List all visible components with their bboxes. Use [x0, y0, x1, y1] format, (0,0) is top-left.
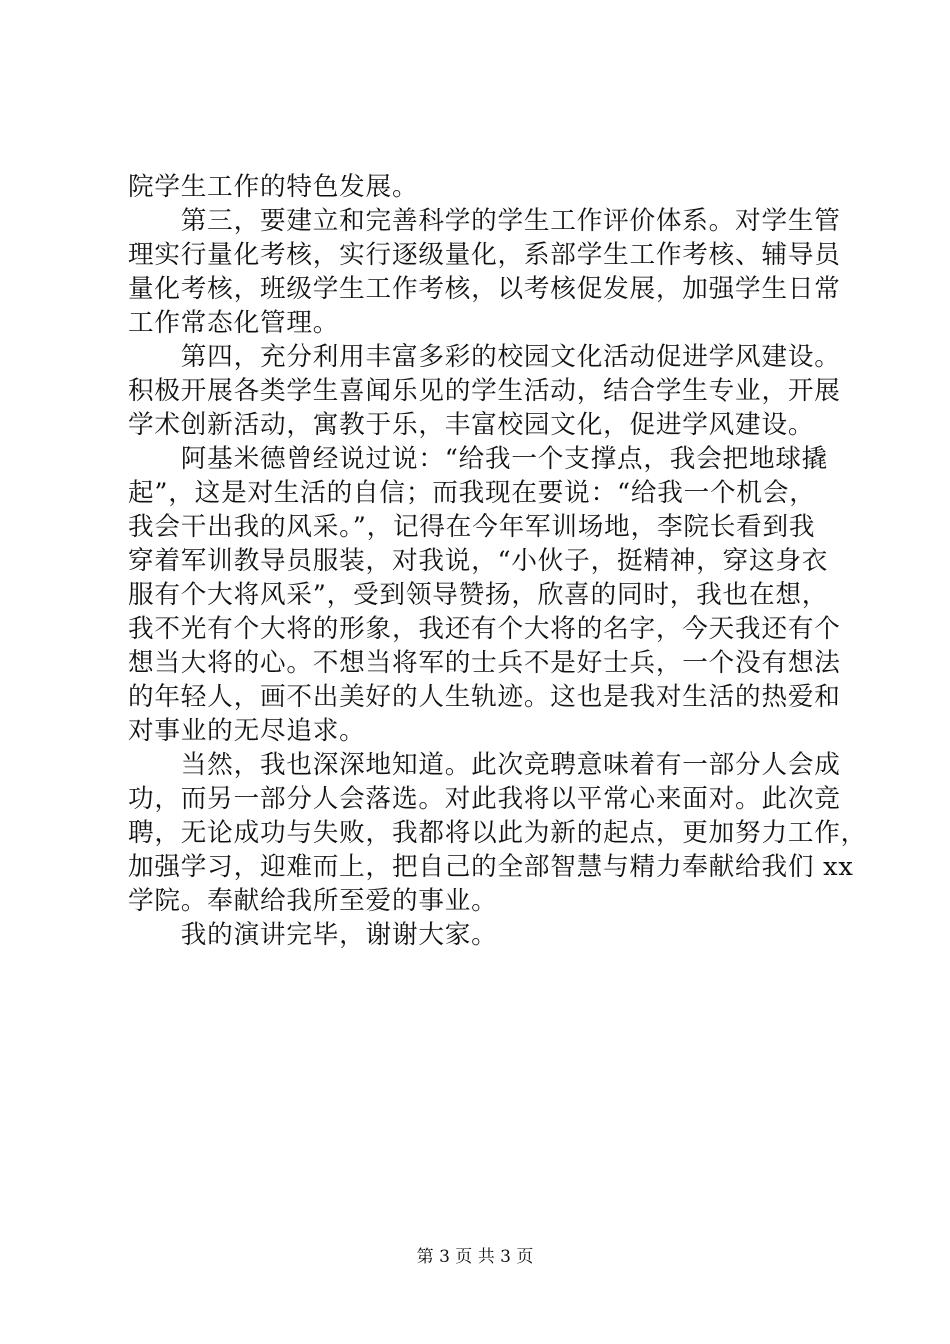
text-line: 我的演讲完毕，谢谢大家。 — [128, 920, 498, 950]
text-line: 院学生工作的特色发展。 — [128, 172, 419, 202]
text-line: 第三，要建立和完善科学的学生工作评价体系。对学生管 — [128, 206, 841, 236]
text-line: 功，而另一部分人会落选。对此我将以平常心来面对。此次竞 — [128, 784, 841, 814]
text-line: 学术创新活动，寓教于乐，丰富校园文化，促进学风建设。 — [128, 410, 815, 440]
text-line: 的年轻人，画不出美好的人生轨迹。这也是我对生活的热爱和 — [128, 682, 841, 712]
text-line: 想当大将的心。不想当将军的士兵不是好士兵，一个没有想法 — [128, 648, 841, 678]
text-line: 理实行量化考核，实行逐级量化，系部学生工作考核、辅导员 — [128, 240, 841, 270]
text-line: 我不光有个大将的形象，我还有个大将的名字，今天我还有个 — [128, 614, 841, 644]
text-line: 第四，充分利用丰富多彩的校园文化活动促进学风建设。 — [128, 342, 841, 372]
text-line: 工作常态化管理。 — [128, 308, 340, 338]
text-line: 积极开展各类学生喜闻乐见的学生活动，结合学生专业，开展 — [128, 376, 841, 406]
text-line: 加强学习，迎难而上，把自己的全部智慧与精力奉献给我们 xx — [128, 852, 854, 882]
text-line: 当然，我也深深地知道。此次竞聘意味着有一部分人会成 — [128, 750, 841, 780]
text-line: 起”，这是对生活的自信；而我现在要说：“给我一个机会， — [128, 478, 816, 508]
text-line: 阿基米德曾经说过说：“给我一个支撑点，我会把地球撬 — [128, 444, 829, 474]
text-line: 我会干出我的风采。”，记得在今年军训场地，李院长看到我 — [128, 512, 816, 542]
text-line: 学院。奉献给我所至爱的事业。 — [128, 886, 498, 916]
text-line: 穿着军训教导员服装，对我说，“小伙子，挺精神，穿这身衣 — [128, 546, 829, 576]
text-line: 聘，无论成功与失败，我都将以此为新的起点，更加努力工作， — [128, 818, 868, 848]
text-line: 对事业的无尽追求。 — [128, 716, 366, 746]
page-number-footer: 第 3 页 共 3 页 — [416, 1247, 534, 1267]
text-line: 服有个大将风采”，受到领导赞扬，欣喜的同时，我也在想， — [128, 580, 829, 610]
text-line: 量化考核，班级学生工作考核，以考核促发展，加强学生日常 — [128, 274, 841, 304]
